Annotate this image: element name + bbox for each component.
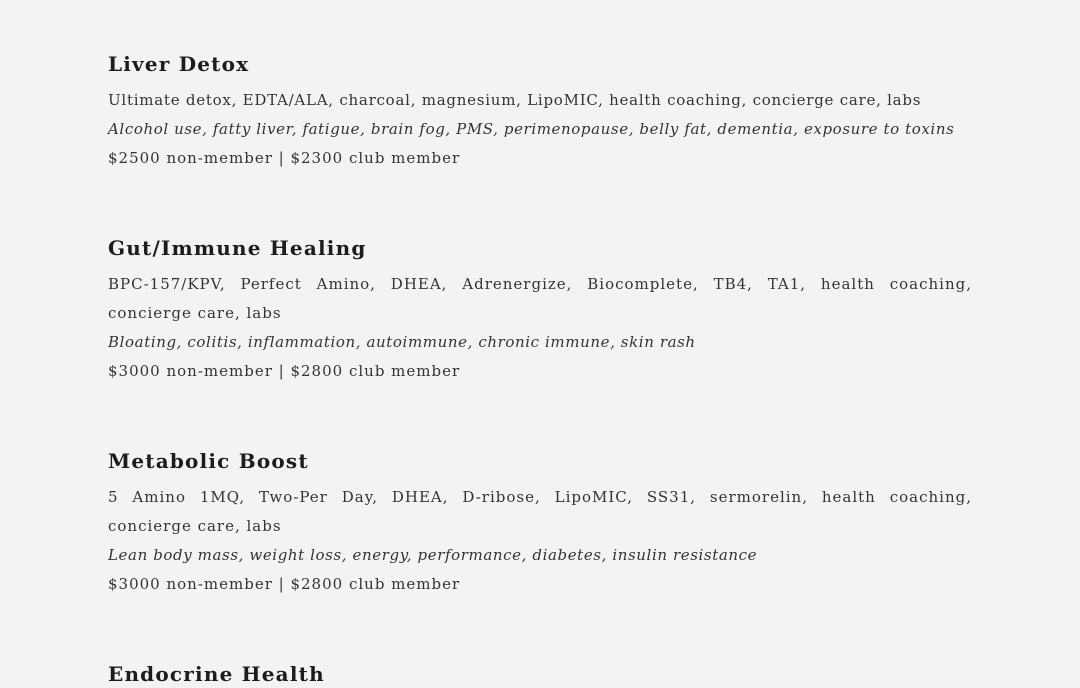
program-includes: BPC-157/KPV, Perfect Amino, DHEA, Adrenergize, Biocomplete, TB4, TA1, health coaching, concierge care, labs (108, 275, 972, 322)
program-title: Endocrine Health (108, 662, 325, 686)
program-symptoms: Bloating, colitis, inflammation, autoimmune, chronic immune, skin rash (108, 333, 696, 351)
program-price: $3000 non-member | $2800 club member (108, 575, 461, 593)
program-title: Metabolic Boost (108, 449, 309, 473)
program-includes: Ultimate detox, EDTA/ALA, charcoal, magnesium, LipoMIC, health coaching, concierge care, labs (108, 91, 922, 109)
program-includes: 5 Amino 1MQ, Two-Per Day, DHEA, D-ribose, LipoMIC, SS31, sermorelin, health coaching, concierge care, labs (108, 488, 972, 535)
program-symptoms: Lean body mass, weight loss, energy, performance, diabetes, insulin resistance (108, 546, 758, 564)
program-title: Gut/Immune Healing (108, 236, 367, 260)
program-endocrine-health (108, 660, 972, 688)
program-title: Liver Detox (108, 52, 250, 76)
program-symptoms: Alcohol use, fatty liver, fatigue, brain fog, PMS, perimenopause, belly fat, dementia, exposure to toxins (108, 120, 955, 138)
program-price: $2500 non-member | $2300 club member (108, 149, 461, 167)
program-metabolic-boost (108, 447, 972, 599)
program-liver-detox (108, 50, 972, 173)
program-gut-immune-healing (108, 234, 972, 386)
program-price: $3000 non-member | $2800 club member (108, 362, 461, 380)
